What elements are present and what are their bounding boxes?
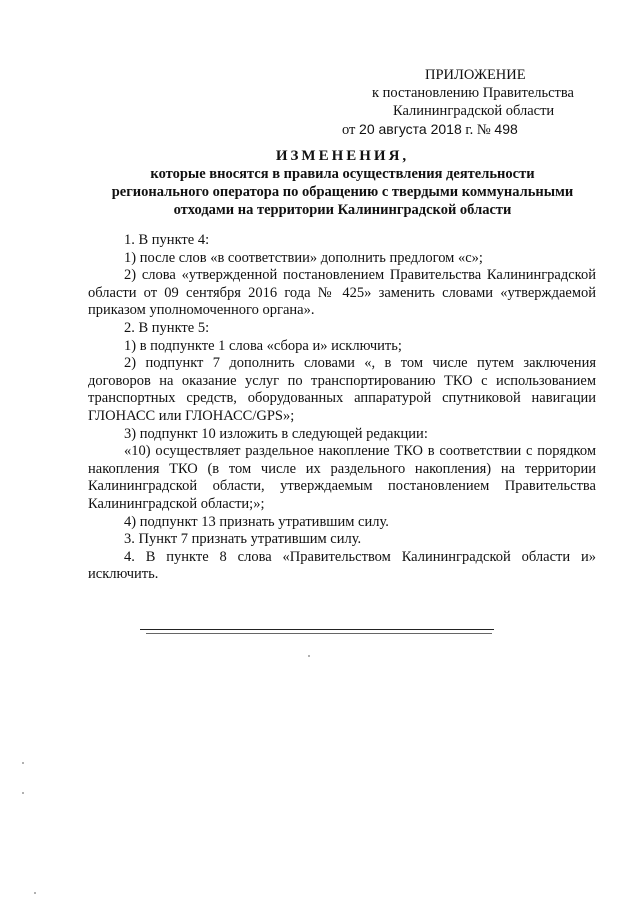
paragraph-4: 2. В пункте 5:: [124, 319, 210, 336]
document-title: [70, 147, 615, 219]
scan-speck: [22, 792, 24, 794]
scan-speck: [34, 892, 36, 894]
title-line-4: отходами на территории Калининградской области: [173, 202, 512, 218]
title-line-2: которые вносятся в правила осуществления деятельности: [150, 166, 535, 182]
paragraph-6: 2) подпункт 7 дополнить словами «, в том числе путем заключения договоров на оказание услуг по транспортированию ТКО с использованием транспортных средств, оборудованных аппаратурой спутниковой навигации ГЛОНАСС или ГЛОНАСС/GPS»;: [88, 355, 596, 424]
date-mid: г. №: [465, 122, 491, 138]
paragraph-11: 4. В пункте 8 слова «Правительством Калининградской области и» исключить.: [88, 548, 596, 583]
appendix-region-line: Калининградской области: [393, 103, 555, 119]
closing-rule-under: [146, 633, 492, 634]
date-prefix: от: [342, 122, 356, 138]
resolution-number: 498: [494, 121, 518, 137]
paragraph-10: 3. Пункт 7 признать утратившим силу.: [124, 531, 362, 548]
document-body: [88, 232, 596, 584]
scan-speck: [22, 762, 24, 764]
appendix-header: [330, 66, 580, 139]
resolution-date: 20 августа 2018: [359, 121, 462, 137]
paragraph-8: «10) осуществляет раздельное накопление ТКО в соответствии с порядком накопления ТКО (в том числе их раздельного накопления) на территории Калининградской области, утверждаемым постановлением Правительства Калининградской области;»;: [88, 443, 596, 512]
closing-rule: [140, 629, 494, 630]
paragraph-9: 4) подпункт 13 признать утратившим силу.: [124, 513, 389, 530]
paragraph-1: 1. В пункте 4:: [124, 232, 210, 248]
title-main: ИЗМЕНЕНИЯ,: [275, 148, 410, 164]
paragraph-3: 2) слова «утвержденной постановлением Правительства Калининградской области от 09 сентября 2016 года № 425» заменить словами «утверждаемой приказом уполномоченного органа».: [88, 267, 596, 319]
title-line-3: регионального оператора по обращению с твердыми коммунальными: [111, 184, 574, 200]
appendix-resolution-line: к постановлению Правительства: [372, 85, 574, 101]
paragraph-5: 1) в подпункте 1 слова «сбора и» исключить;: [124, 337, 402, 354]
paragraph-2: 1) после слов «в соответствии» дополнить предлогом «с»;: [124, 249, 483, 266]
appendix-date-line: [330, 120, 580, 139]
appendix-title: ПРИЛОЖЕНИЕ: [425, 67, 526, 83]
paragraph-7: 3) подпункт 10 изложить в следующей редакции:: [124, 425, 428, 442]
scan-speck: [308, 655, 310, 657]
